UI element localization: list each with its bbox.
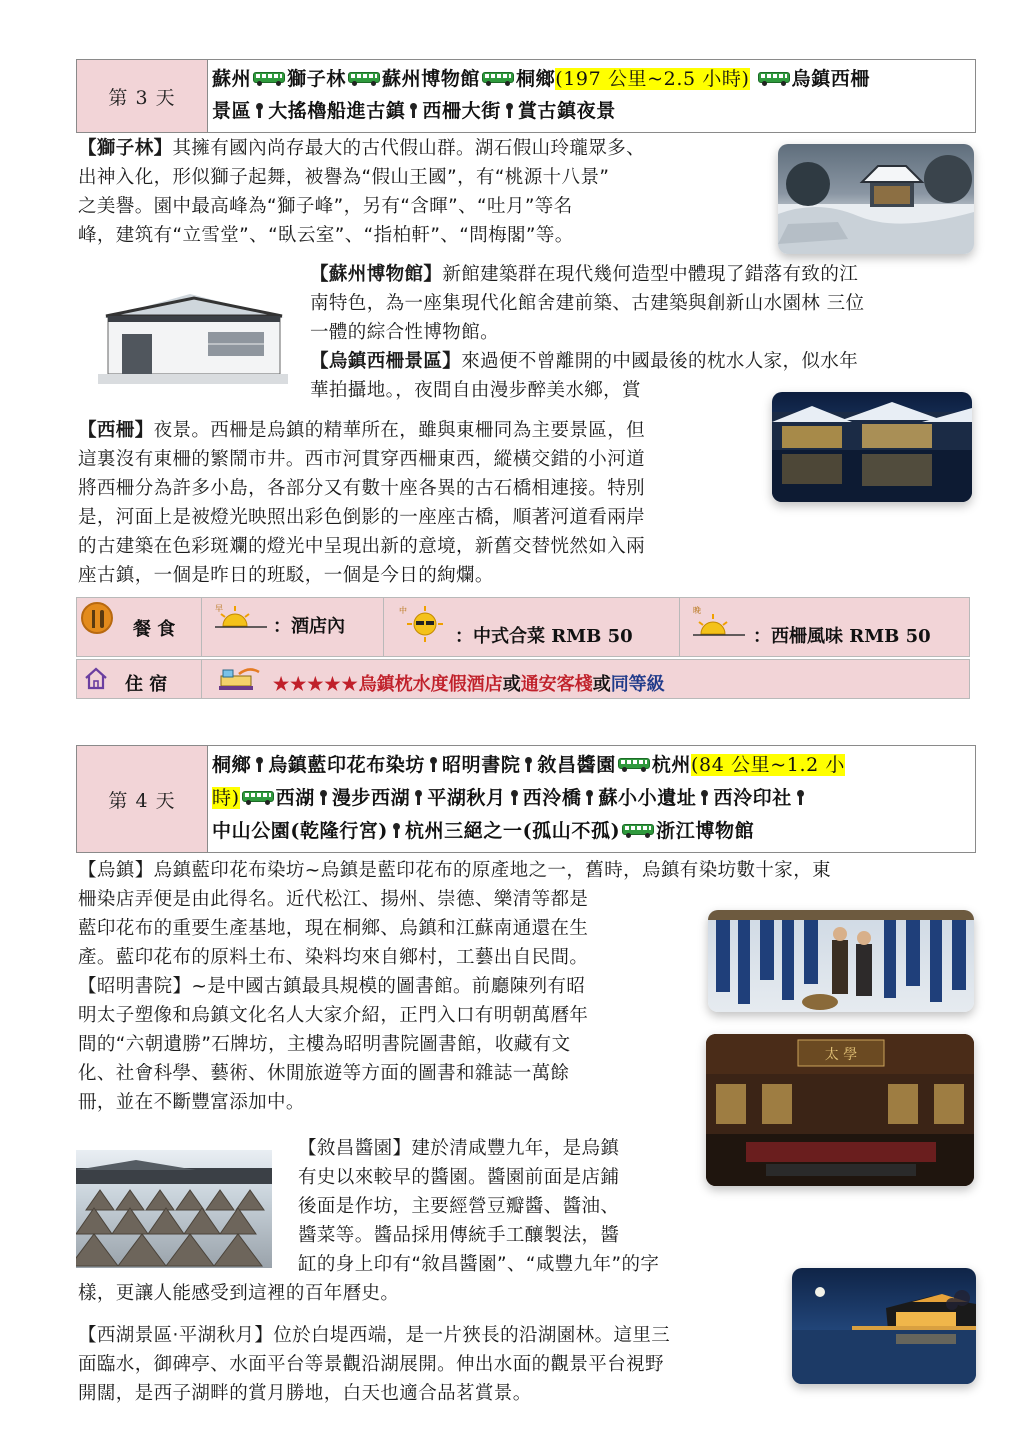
- soy-vats-photo: [76, 1150, 272, 1268]
- west-lake-photo: [792, 1268, 976, 1384]
- distance-highlight: (197 公里~2.5 小時): [555, 68, 750, 90]
- pin-icon: [430, 757, 437, 772]
- lion-grove-photo: [778, 144, 974, 254]
- xizha-paragraph: 【西柵】夜景。西柵是烏鎮的精華所在，雖與東柵同為主要景區，但 這裏沒有東柵的繁鬧市井。西市河貫穿西柵東西，縱橫交錯的小河道 將西柵分為許多小島，各部分又有數十座各異的古石橋相連接。特別 是，河面上是被燈光映照出彩色倒影的一座座古橋，順著河道看兩岸 的古建築在色彩斑斕的燈光中呈現出新的意境，新舊交替恍然如入兩 座古鎮，一個是昨日的班駁，一個是今日的絢爛。: [78, 420, 646, 586]
- meal-label: 餐 食: [133, 619, 176, 640]
- day3-route: [208, 60, 975, 132]
- xuchang-soy-paragraph: 【敘昌醬園】建於清咸豐九年，是烏鎮 有史以來較早的醬園。醬園前面是店鋪 後面是作坊，主要經營豆瓣醬、醬油、 醬菜等。醬品採用傳統手工釀製法，醬 缸的身上印有“敘昌醬園”、“咸豐九年”的字: [298, 1138, 660, 1275]
- pin-icon: [415, 790, 422, 805]
- bus-icon: [618, 758, 650, 772]
- pin-icon: [393, 823, 400, 838]
- sun-icon: [213, 602, 269, 630]
- sun-icon: [691, 604, 747, 640]
- meal-icon: [81, 602, 113, 634]
- day4-label: 第 4 天: [77, 746, 208, 852]
- pin-icon: [506, 103, 513, 118]
- distance-highlight: (84 公里~1.2 小: [691, 754, 846, 776]
- stay-row: [76, 659, 970, 699]
- xuchang-soy-tail: 樣，更讓人能感受到這裡的百年曆史。: [78, 1283, 400, 1304]
- pin-icon: [797, 790, 804, 805]
- day4-header: [76, 745, 976, 853]
- pin-icon: [701, 790, 708, 805]
- svg-text:太 學: 太 學: [824, 1047, 858, 1063]
- home-icon: [83, 666, 109, 690]
- bus-icon: [482, 72, 514, 86]
- pin-icon: [410, 103, 417, 118]
- bus-icon: [348, 72, 380, 86]
- bus-icon: [253, 72, 285, 86]
- dinner-text: ：西柵風味 RMB 50: [753, 626, 931, 647]
- bus-icon: [758, 72, 790, 86]
- suzhou-museum-photo: [98, 288, 288, 384]
- svg-text:晚: 晚: [693, 606, 701, 615]
- svg-text:早: 早: [215, 604, 223, 613]
- svg-text:中: 中: [399, 606, 407, 615]
- xizha-night-photo: [772, 392, 972, 502]
- wuzhen-dye-paragraph: 【烏鎮】烏鎮藍印花布染坊~烏鎮是藍印花布的原產地之一，舊時，烏鎮有染坊數十家，東 柵染店弄便是由此得名。近代松江、揚州、崇德、樂清等都是 藍印花布的重要生產基地，現在桐鄉、烏鎮和江蘇南通還在生 產。藍印花布的原料土布、染料均來自鄉村，工藝出自民間。: [78, 860, 832, 968]
- day3-label: 第 3 天: [77, 60, 208, 132]
- pin-icon: [511, 790, 518, 805]
- day3-route-line1: 蘇州 獅子林 蘇州博物館 桐鄉(197 公里~2.5 小時) 烏鎮西柵: [212, 68, 870, 90]
- pin-icon: [256, 757, 263, 772]
- west-lake-paragraph: 【西湖景區·平湖秋月】位於白堤西端，是一片狹長的沿湖園林。這里三 面臨水，御碑亭、水面平台等景觀沿湖展開。伸出水面的觀景平台視野 開闊，是西子湖畔的賞月勝地，白天也適合品茗賞景。: [78, 1325, 671, 1404]
- zhaoming-academy-paragraph: 【昭明書院】~是中國古鎮最具規模的圖書館。前廳陳列有昭 明太子塑像和烏鎮文化名人大家介紹，正門入口有明朝萬曆年 間的“六朝遺勝”石牌坊，主樓為昭明書院圖書館，收藏有文 化、社會科學、藝術、休閒旅遊等方面的圖書和雜誌一萬餘 冊，並在不斷豐富添加中。: [78, 976, 589, 1113]
- bus-icon: [622, 824, 654, 838]
- lunch-text: ：中式合菜 RMB 50: [455, 626, 633, 647]
- pin-icon: [256, 103, 263, 118]
- indigo-cloth-photo: [708, 910, 974, 1012]
- day3-header: [76, 59, 976, 133]
- pin-icon: [525, 757, 532, 772]
- suzhou-museum-paragraph: 【蘇州博物館】新館建築群在現代幾何造型中體現了錯落有致的江 南特色，為一座集現代化館舍建前築、古建築與創新山水園林 三位 一體的綜合性博物館。 【烏鎮西柵景區】來過便不曾離開的中國最後的枕水人家，似水年 華拍攝地。，夜間自由漫步醉美水鄉，賞: [310, 264, 865, 401]
- pin-icon: [320, 790, 327, 805]
- breakfast-text: ：酒店內: [273, 616, 345, 637]
- day3-route-line2: 景區 大搖櫓船進古鎮 西柵大街 賞古鎮夜景: [212, 100, 616, 122]
- pin-icon: [586, 790, 593, 805]
- stay-label: 住 宿: [125, 674, 168, 695]
- meal-row: [76, 597, 970, 657]
- hotel-line: ★★★★★烏鎮枕水度假酒店或通安客棧或同等級: [273, 674, 665, 695]
- lion-grove-paragraph: 【獅子林】其擁有國內尚存最大的古代假山群。湖石假山玲瓏眾多、 出神入化，形似獅子起舞，被譽為“假山王國”，有“桃源十八景” 之美譽。園中最高峰為“獅子峰”，另有“含暉”、“吐月”等名 峰，建筑有“立雪堂”、“臥云室”、“指柏軒”、“問梅閣”等。: [78, 138, 646, 246]
- day4-route: 桐鄉 烏鎮藍印花布染坊 昭明書院 敘昌醬園 杭州(84 公里~1.2 小 時) 西湖 漫步西湖 平湖秋月 西泠橋 蘇小小遺址 西泠印社 中山公園(乾隆行宮) 杭州三絕之一(孤山不孤) 浙江博物館: [212, 754, 846, 842]
- bus-icon: [242, 791, 274, 805]
- hotel-icon: [215, 664, 263, 694]
- star-rating: ★★★★★: [273, 674, 359, 695]
- sun-icon: [399, 604, 449, 644]
